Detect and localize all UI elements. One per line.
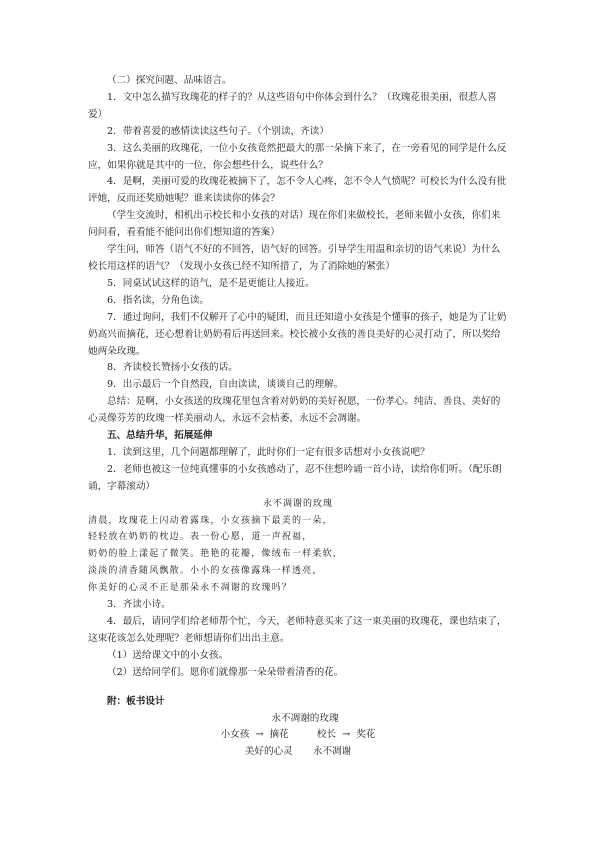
board-row-1 — [88, 727, 508, 744]
summary-paragraph: 总结：是啊，小女孩送的玫瑰花里包含着对奶奶的美好祝愿，一份孝心。纯洁、善良、美好的心灵像芬芳的玫瑰一样美丽动人，永远不会枯萎，永远不会凋谢。 — [88, 396, 501, 425]
paragraph: 9．出示最后一个自然段，自由读读，谈谈自己的理解。 — [107, 379, 344, 391]
poem-line: 轻轻放在奶奶的枕边。表一份心愿，道一声祝福， — [88, 532, 313, 543]
paragraph: 2．老师也被这一位纯真懂事的小女孩感动了，忍不住想吟诵一首小诗，读给你们听。（配乐朗诵，字幕滚动） — [88, 463, 502, 492]
board-action-pick: 摘花 — [269, 729, 289, 741]
poem-line: 淡淡的清香随风飘散。小小的女孩像露珠一样透亮， — [88, 566, 323, 577]
poem-line: 清晨，玫瑰花上闪动着露珠，小女孩摘下最美的一朵， — [88, 515, 333, 526]
paragraph: （1）送给课文中的小女孩。 — [107, 649, 229, 661]
paragraph: 4．最后，请同学们给老师帮个忙，今天，老师特意买来了这一束美丽的玫瑰花，课也结束了，这束花该怎么处理呢？老师想请你们出出主意。 — [88, 616, 507, 644]
paragraph: 1．读到这里，几个问题都理解了，此时你们一定有很多话想对小女孩说吧？ — [107, 446, 430, 458]
poem-line: 奶奶的脸上漾起了微笑。艳艳的花瓣，像绒布一样柔软， — [88, 549, 344, 560]
document-body — [88, 73, 508, 761]
paragraph: 3．这么美丽的玫瑰花，一位小女孩竟然把最大的那一朵摘下来了，在一旁看见的同学是什么反应，如果你就是其中的一位，你会想些什么，说些什么？ — [88, 142, 507, 171]
paragraph: 5．同桌试试这样的语气，是不是更能让人接近。 — [107, 277, 315, 289]
paragraph: 8．齐读校长赞扬小女孩的话。 — [107, 362, 238, 374]
paragraph: 学生问，师答（语气不好的不回答，语气好的回答。引导学生用温和亲切的语气来说）为什么校长用这样的语气？（发现小女孩已经不知所措了，为了消除她的紧张） — [88, 244, 501, 272]
paragraph: 2．带着喜爱的感情读读这些句子。（个别读，齐读） — [107, 125, 329, 137]
paragraph: 7．通过询问，我们不仅解开了心中的疑团，而且还知道小女孩是个懂事的孩子，她是为了让奶奶高兴而摘花，还心想着让奶奶看后再送回来。校长被小女孩的善良美好的心灵打动了，所以奖给她两朵玫瑰。 — [88, 311, 507, 357]
board-title: 永不凋谢的玫瑰 — [271, 712, 339, 724]
board-subject-principal: 校长 — [316, 729, 337, 741]
poem-line: 你美好的心灵不正是那朵永不凋谢的玫瑰吗？ — [88, 583, 293, 594]
arrow-right-icon: → — [342, 729, 351, 741]
paragraph: 6．指名读，分角色读。 — [107, 294, 210, 306]
paragraph: 3．齐读小诗。 — [107, 599, 171, 611]
board-heading: 附：板书设计 — [107, 695, 165, 707]
spacer — [88, 682, 508, 694]
arrow-right-icon: → — [255, 729, 264, 741]
section5-heading: 五、总结升华，拓展延伸 — [107, 430, 213, 442]
paragraph: （学生交流时，相机出示校长和小女孩的对话）现在你们来做校长，老师来做小女孩，你们来问问看，看看能不能问出你们想知道的答案） — [88, 210, 501, 239]
paragraph: 1．文中怎么描写玫瑰花的样子的？从这些语句中你体会到什么？（玫瑰花很美丽，很惹人喜爱） — [88, 91, 497, 120]
board-forever: 永不凋谢 — [312, 746, 352, 758]
board-subject-girl: 小女孩 — [220, 729, 250, 741]
poem-title: 永不凋谢的玫瑰 — [262, 498, 333, 509]
paragraph: 4．是啊，美丽可爱的玫瑰花被摘下了，怎不令人心疼，怎不令人气愤呢？可校长为什么没有批评她，反而还奖励她呢？谁来读读你的体会？ — [88, 176, 507, 205]
board-virtue: 美好的心灵 — [244, 746, 293, 758]
paragraph: （2）送给同学们。愿你们就像那一朵朵带着清香的花。 — [107, 666, 344, 678]
section-heading: （二）探究问题、品味语言。 — [107, 75, 232, 86]
board-row-2 — [88, 744, 508, 761]
board-action-reward: 奖花 — [356, 729, 376, 741]
